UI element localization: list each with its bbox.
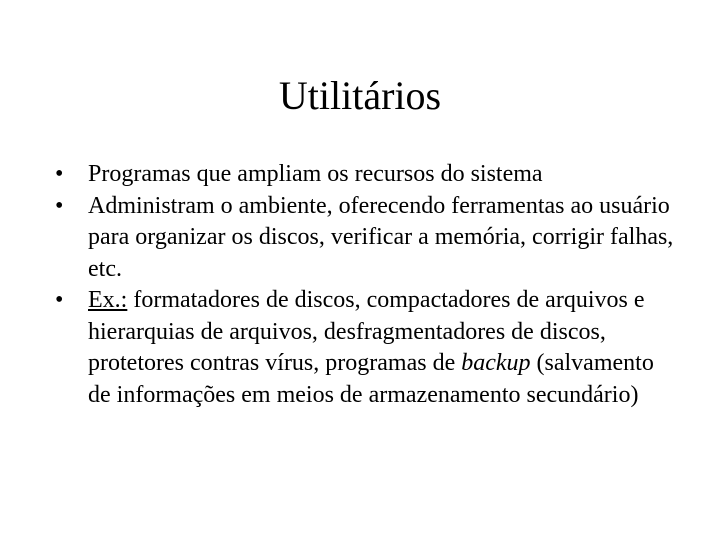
bullet-item	[55, 159, 675, 191]
slide-title: Utilitários	[278, 73, 442, 118]
bullet-icon: •	[55, 161, 64, 187]
bullet-text: Administram o ambiente, oferecendo ferramentas ao usuário para organizar os discos, verificar a memória, corrigir falhas, etc.	[88, 192, 674, 282]
bullet-list	[55, 159, 675, 411]
bullet-item	[55, 191, 675, 286]
example-label: Ex.:	[88, 287, 128, 313]
bullet-item	[55, 285, 675, 411]
bullet-text: formatadores de discos, compactadores de arquivos e hierarquias de arquivos, desfragmentadores de discos, protetores contras vírus, programas de	[88, 287, 645, 376]
bullet-icon: •	[55, 192, 64, 219]
emphasis-text: backup	[461, 350, 531, 376]
bullet-text: Programas que ampliam os recursos do sistema	[88, 161, 543, 187]
bullet-icon: •	[55, 287, 64, 313]
bullet-text: (salvamento de informações em meios de armazenamento secundário)	[88, 350, 654, 408]
